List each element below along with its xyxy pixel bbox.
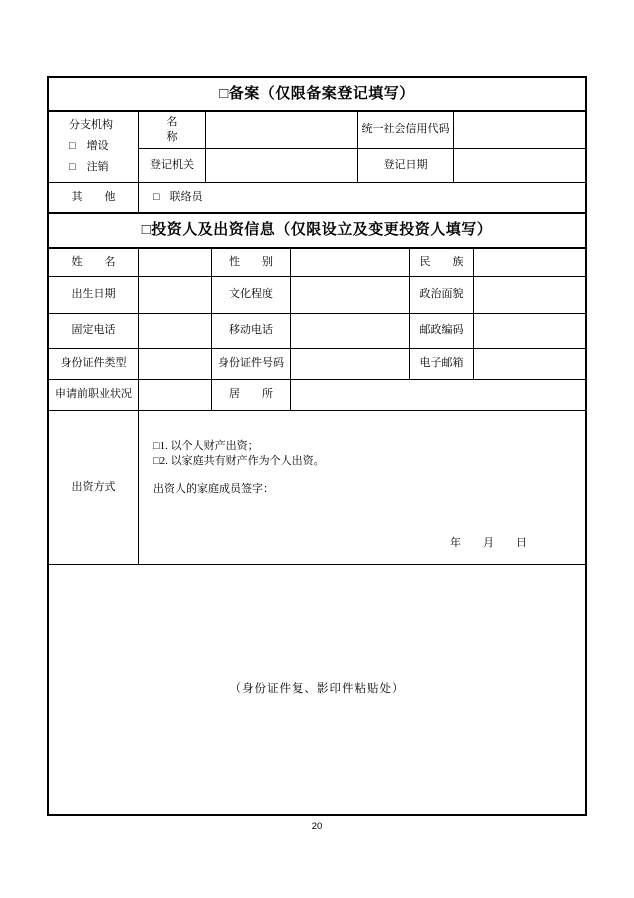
liaison-option (139, 183, 585, 214)
contribution-label: 出资方式 (49, 411, 139, 565)
email-label: 电子邮箱 (410, 349, 474, 380)
contribution-option-2: □2. 以家庭共有财产作为个人出资。 (153, 455, 325, 467)
checkbox-icon: □ (69, 160, 76, 173)
table-row (49, 314, 585, 349)
reg-date-value (454, 149, 585, 183)
occupation-value (139, 380, 212, 411)
postal-label: 邮政编码 (410, 314, 474, 349)
family-signature-label: 出资人的家庭成员签字： (153, 483, 274, 495)
gender-label: 性 别 (212, 249, 291, 277)
paste-area-row (49, 565, 585, 814)
checkbox-icon: □ (153, 190, 160, 203)
mobile-label: 移动电话 (212, 314, 291, 349)
authority-row (139, 149, 585, 183)
page-number: 20 (311, 821, 323, 832)
branch-name-label: 名 称 (139, 112, 206, 149)
branch-name-value (206, 112, 358, 149)
name-label: 姓 名 (49, 249, 139, 277)
branch-cancel-option (69, 161, 109, 175)
ethnicity-value (474, 249, 585, 277)
branch-add-label: 增设 (86, 140, 109, 153)
other-row (49, 183, 585, 214)
contribution-row (49, 411, 585, 565)
table-row (49, 380, 585, 411)
name-value (139, 249, 212, 277)
other-label: 其 他 (49, 183, 139, 214)
residence-value (291, 380, 585, 411)
political-value (474, 277, 585, 314)
uscc-value (454, 112, 585, 149)
checkbox-icon: □ (69, 140, 76, 153)
education-value (291, 277, 410, 314)
branch-cancel-label: 注销 (86, 160, 109, 173)
reg-date-label: 登记日期 (358, 149, 454, 183)
birth-date-label: 出生日期 (49, 277, 139, 314)
registration-form-table (47, 76, 587, 816)
table-row (49, 277, 585, 314)
branch-name-row (139, 112, 585, 149)
id-type-label: 身份证件类型 (49, 349, 139, 380)
table-row (49, 349, 585, 380)
id-paste-area-note: （身份证件复、影印件粘贴处） (229, 683, 405, 696)
branch-org-cell (49, 112, 139, 183)
branch-detail-stack (139, 112, 585, 183)
landline-label: 固定电话 (49, 314, 139, 349)
ethnicity-label: 民 族 (410, 249, 474, 277)
branch-add-option (69, 140, 109, 154)
gender-value (291, 249, 410, 277)
contribution-option-1: □1. 以个人财产出资； (153, 440, 259, 452)
investor-title-row (49, 214, 585, 249)
table-row (49, 249, 585, 277)
id-number-label: 身份证件号码 (212, 349, 291, 380)
signature-date-line: 年 月 日 (450, 537, 527, 550)
authority-value (206, 149, 358, 183)
occupation-label: 申请前职业状况 (49, 380, 139, 411)
education-label: 文化程度 (212, 277, 291, 314)
authority-label: 登记机关 (139, 149, 206, 183)
filing-section-title: □备案（仅限备案登记填写） (49, 78, 585, 112)
postal-value (474, 314, 585, 349)
email-value (474, 349, 585, 380)
branch-org-label: 分支机构 (69, 119, 113, 132)
id-type-value (139, 349, 212, 380)
liaison-label: 联络员 (169, 190, 203, 203)
residence-label: 居 所 (212, 380, 291, 411)
landline-value (139, 314, 212, 349)
mobile-value (291, 314, 410, 349)
id-number-value (291, 349, 410, 380)
uscc-label: 统一社会信用代码 (358, 112, 454, 149)
filing-title-row (49, 78, 585, 112)
birth-date-value (139, 277, 212, 314)
investor-section-title: □投资人及出资信息（仅限设立及变更投资人填写） (49, 214, 585, 249)
branch-block-row (49, 112, 585, 183)
contribution-content (139, 411, 585, 565)
political-label: 政治面貌 (410, 277, 474, 314)
